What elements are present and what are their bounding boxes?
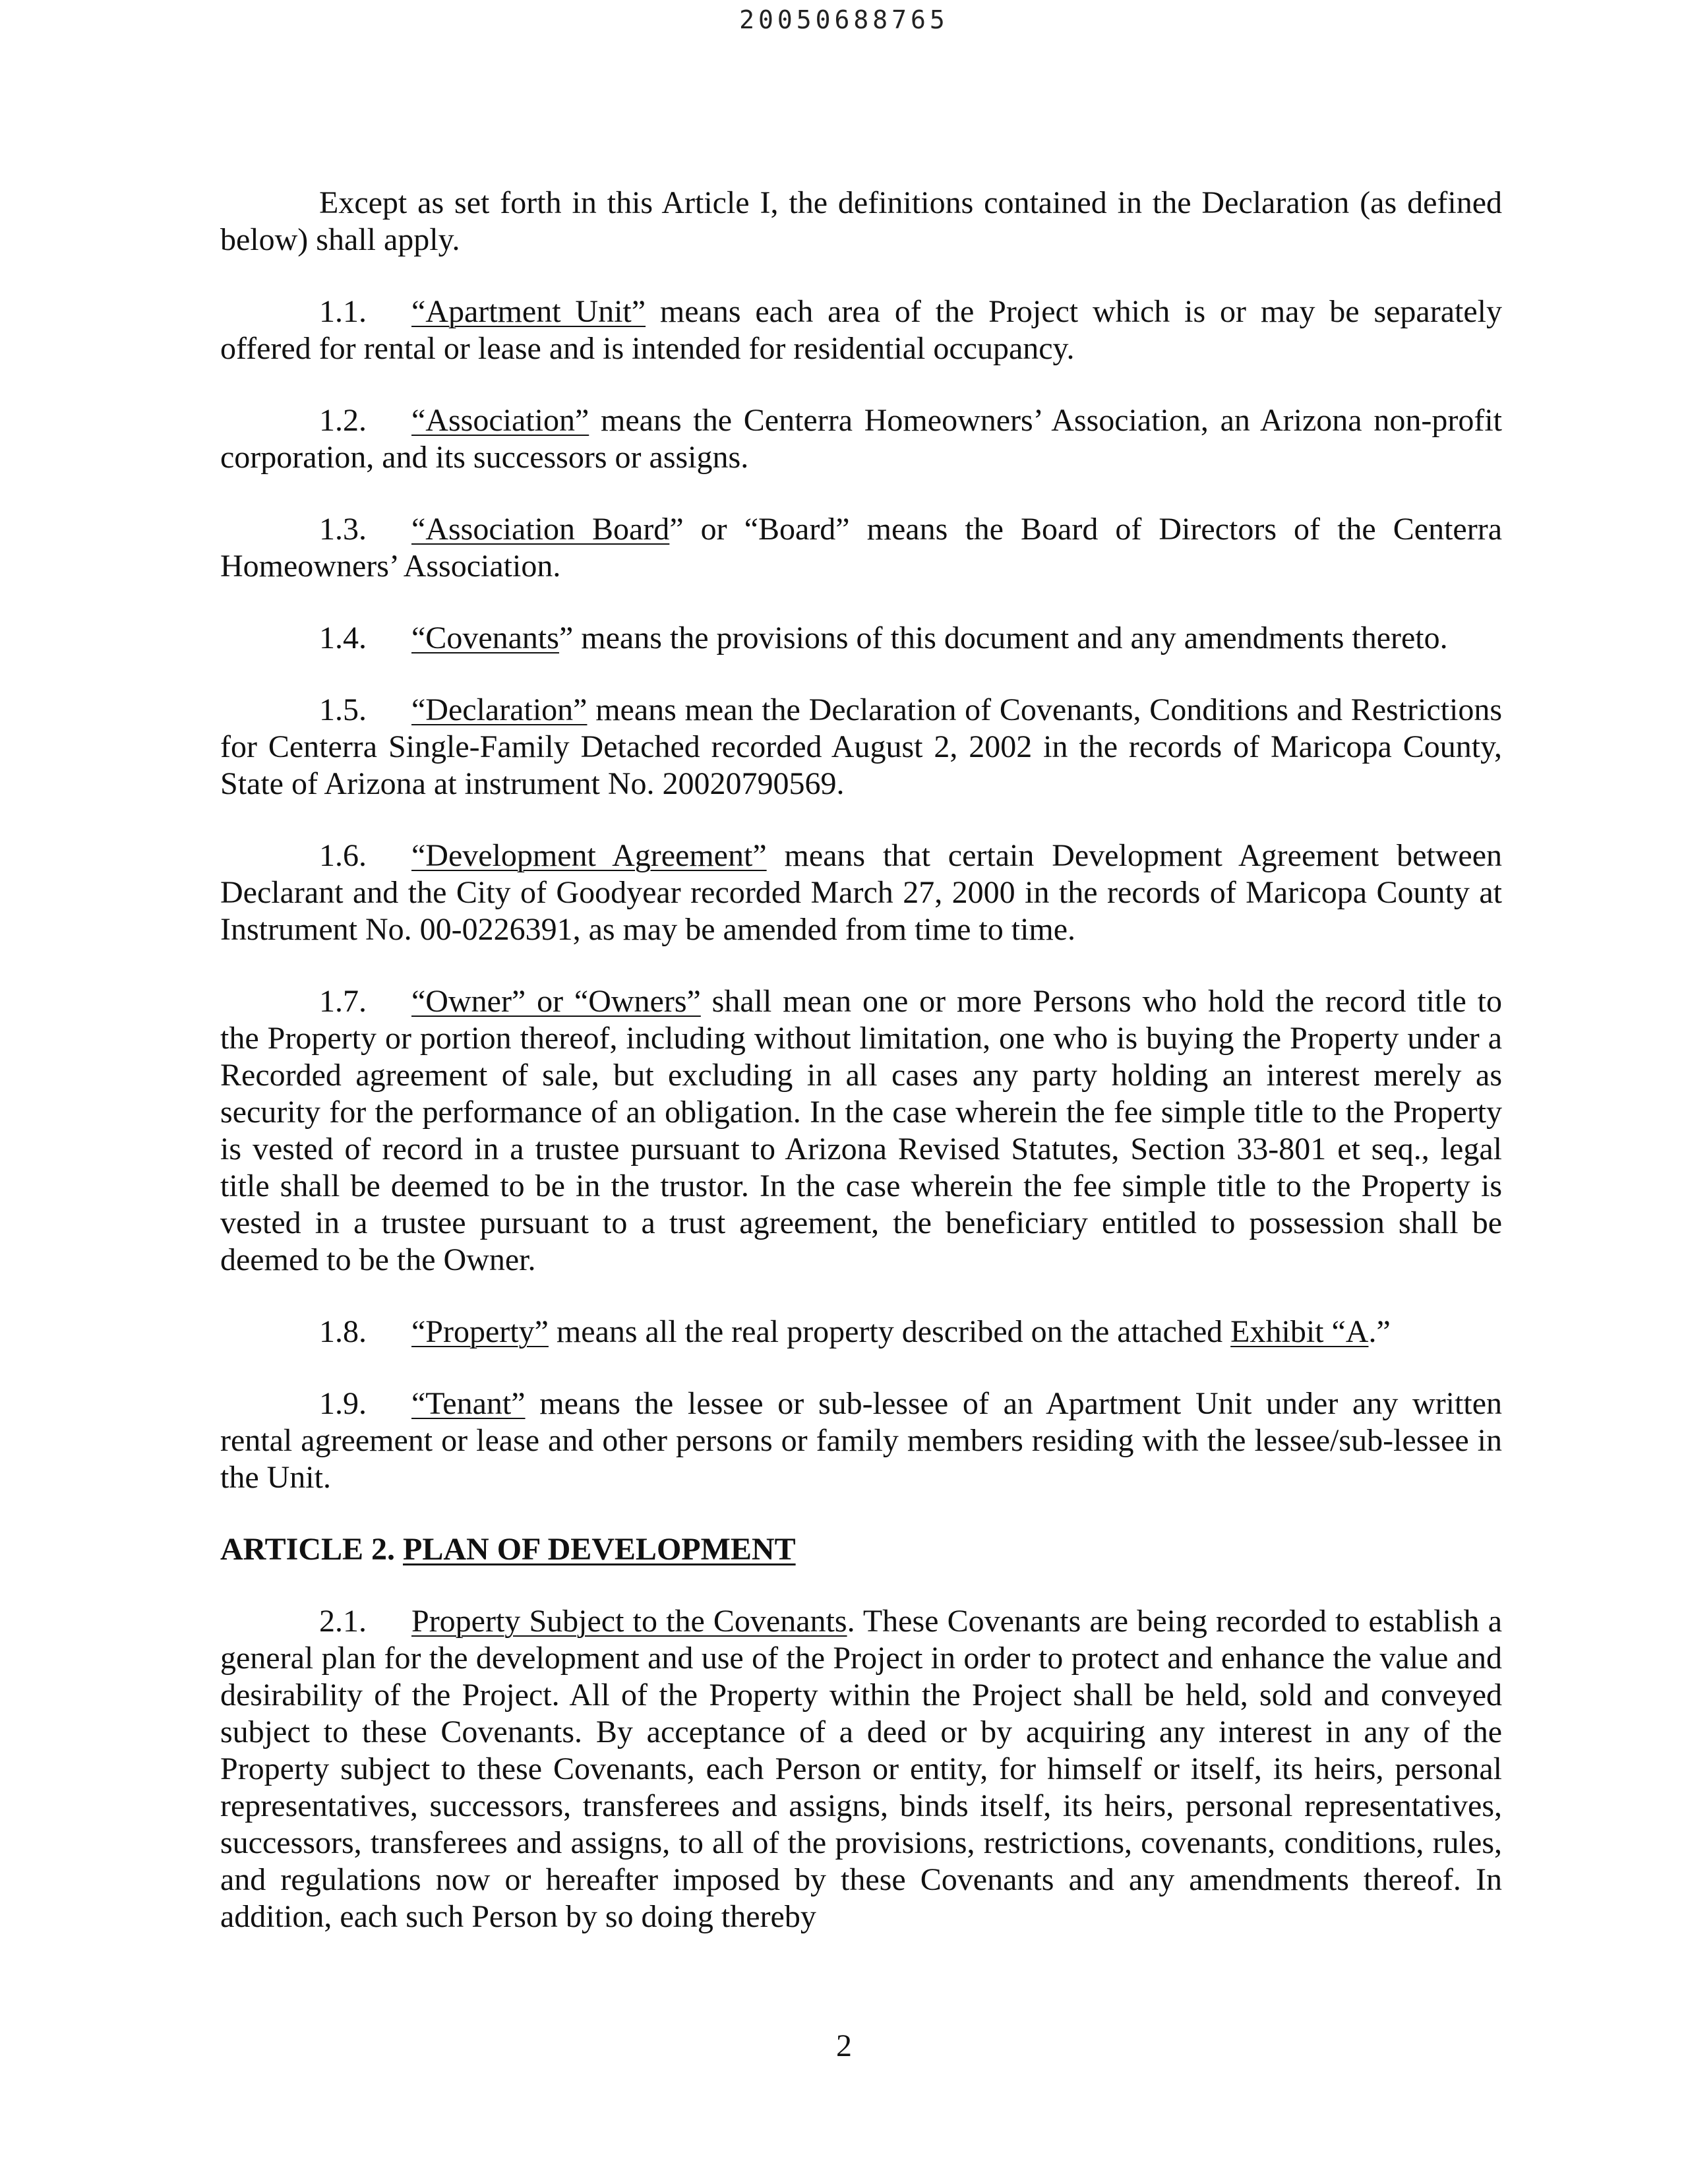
document-body <box>220 185 1502 1970</box>
defined-term: “Property” <box>411 1314 549 1349</box>
definition-1-4 <box>220 620 1502 657</box>
definition-text: means mean the Declaration of Covenants, Conditions and Restrictions for Centerra Single-Family Detached recorded August 2, 2002 in the records of Maricopa County, State of Arizona at instrument No. 20020790569. <box>220 692 1502 801</box>
definition-text: means that certain Development Agreement between Declarant and the City of Goodyear recorded March 27, 2000 in the records of Maricopa County at Instrument No. 00-0226391, as may be amended from time to time. <box>220 838 1503 947</box>
article-2-heading <box>220 1531 1502 1568</box>
defined-term: “Association” <box>411 403 589 438</box>
section-number: 1.7. <box>319 984 367 1019</box>
section-heading: Property Subject to the Covenants <box>411 1604 847 1639</box>
section-number: 1.6. <box>319 838 367 873</box>
recording-number: 20050688765 <box>739 5 949 34</box>
defined-term: “Covenants <box>411 621 559 655</box>
intro-paragraph: Except as set forth in this Article I, the definitions contained in the Declaration (as defined below) shall apply. <box>220 185 1502 257</box>
section-number: 1.2. <box>319 403 367 438</box>
section-2-1 <box>220 1603 1502 1935</box>
article-label: ARTICLE 2. <box>220 1532 396 1567</box>
defined-term: “Tenant” <box>411 1386 526 1421</box>
definition-1-1 <box>220 293 1502 367</box>
section-number: 1.8. <box>319 1314 367 1349</box>
definition-text: means each area of the Project which is or may be separately offered for rental or lease and is intended for residential occupancy. <box>220 294 1503 366</box>
section-text: . These Covenants are being recorded to establish a general plan for the development and use of the Project in order to protect and enhance the value and desirability of the Project. All of the Property within the Project shall be held, sold and conveyed subject to these Covenants. By acceptance of a deed or by acquiring any interest in any of the Property subject to these Covenants, each Person or entity, for himself or itself, its heirs, personal representatives, successors, transferees and assigns, binds itself, its heirs, personal representatives, successors, transferees and assigns, to all of the provisions, restrictions, covenants, conditions, rules, and regulations now or hereafter imposed by these Covenants and any amendments thereof. In addition, each such Person by so doing thereby <box>220 1604 1502 1934</box>
definition-1-5 <box>220 692 1502 803</box>
section-number: 1.9. <box>319 1386 367 1421</box>
exhibit-reference: Exhibit “A <box>1230 1314 1369 1349</box>
definition-1-9 <box>220 1385 1502 1496</box>
section-number: 1.4. <box>319 621 367 655</box>
definition-1-2 <box>220 402 1502 476</box>
definition-text: ” or “Board” means the Board of Directors of the Centerra Homeowners’ Association. <box>220 512 1503 584</box>
definition-text: shall mean one or more Persons who hold the record title to the Property or portion thereof, including without limitation, one who is buying the Property under a Recorded agreement of sale, but excluding in all cases any party holding an interest merely as security for the performance of an obligation. In the case wherein the fee simple title to the Property is vested of record in a trustee pursuant to Arizona Revised Statutes, Section 33-801 et seq., legal title shall be deemed to be in the trustor. In the case wherein the fee simple title to the Property is vested in a trustee pursuant to a trust agreement, the beneficiary entitled to possession shall be deemed to be the Owner. <box>220 984 1502 1277</box>
definition-1-3 <box>220 511 1502 585</box>
page-number: 2 <box>836 2028 852 2063</box>
defined-term: “Development Agreement” <box>411 838 767 873</box>
definition-1-6 <box>220 837 1502 948</box>
definition-text: means all the real property described on the attached <box>548 1314 1231 1349</box>
definition-1-7 <box>220 983 1502 1279</box>
definition-1-8 <box>220 1314 1502 1350</box>
section-number: 1.3. <box>319 512 367 547</box>
defined-term: “Owner” or “Owners” <box>411 984 701 1019</box>
section-number: 1.5. <box>319 692 367 727</box>
defined-term: “Declaration” <box>411 692 588 727</box>
defined-term: “Association Board <box>411 512 670 547</box>
article-title: PLAN OF DEVELOPMENT <box>403 1532 796 1567</box>
definition-tail: .” <box>1368 1314 1391 1349</box>
defined-term: “Apartment Unit” <box>411 294 646 329</box>
section-number: 2.1. <box>319 1604 367 1639</box>
definition-text: means the Centerra Homeowners’ Association, an Arizona non-profit corporation, and its successors or assigns. <box>220 403 1502 475</box>
definition-text: ” means the provisions of this document and any amendments thereto. <box>558 621 1448 655</box>
section-number: 1.1. <box>319 294 367 329</box>
definition-text: means the lessee or sub-lessee of an Apartment Unit under any written rental agreement or lease and other persons or family members residing with the lessee/sub-lessee in the Unit. <box>220 1386 1502 1495</box>
